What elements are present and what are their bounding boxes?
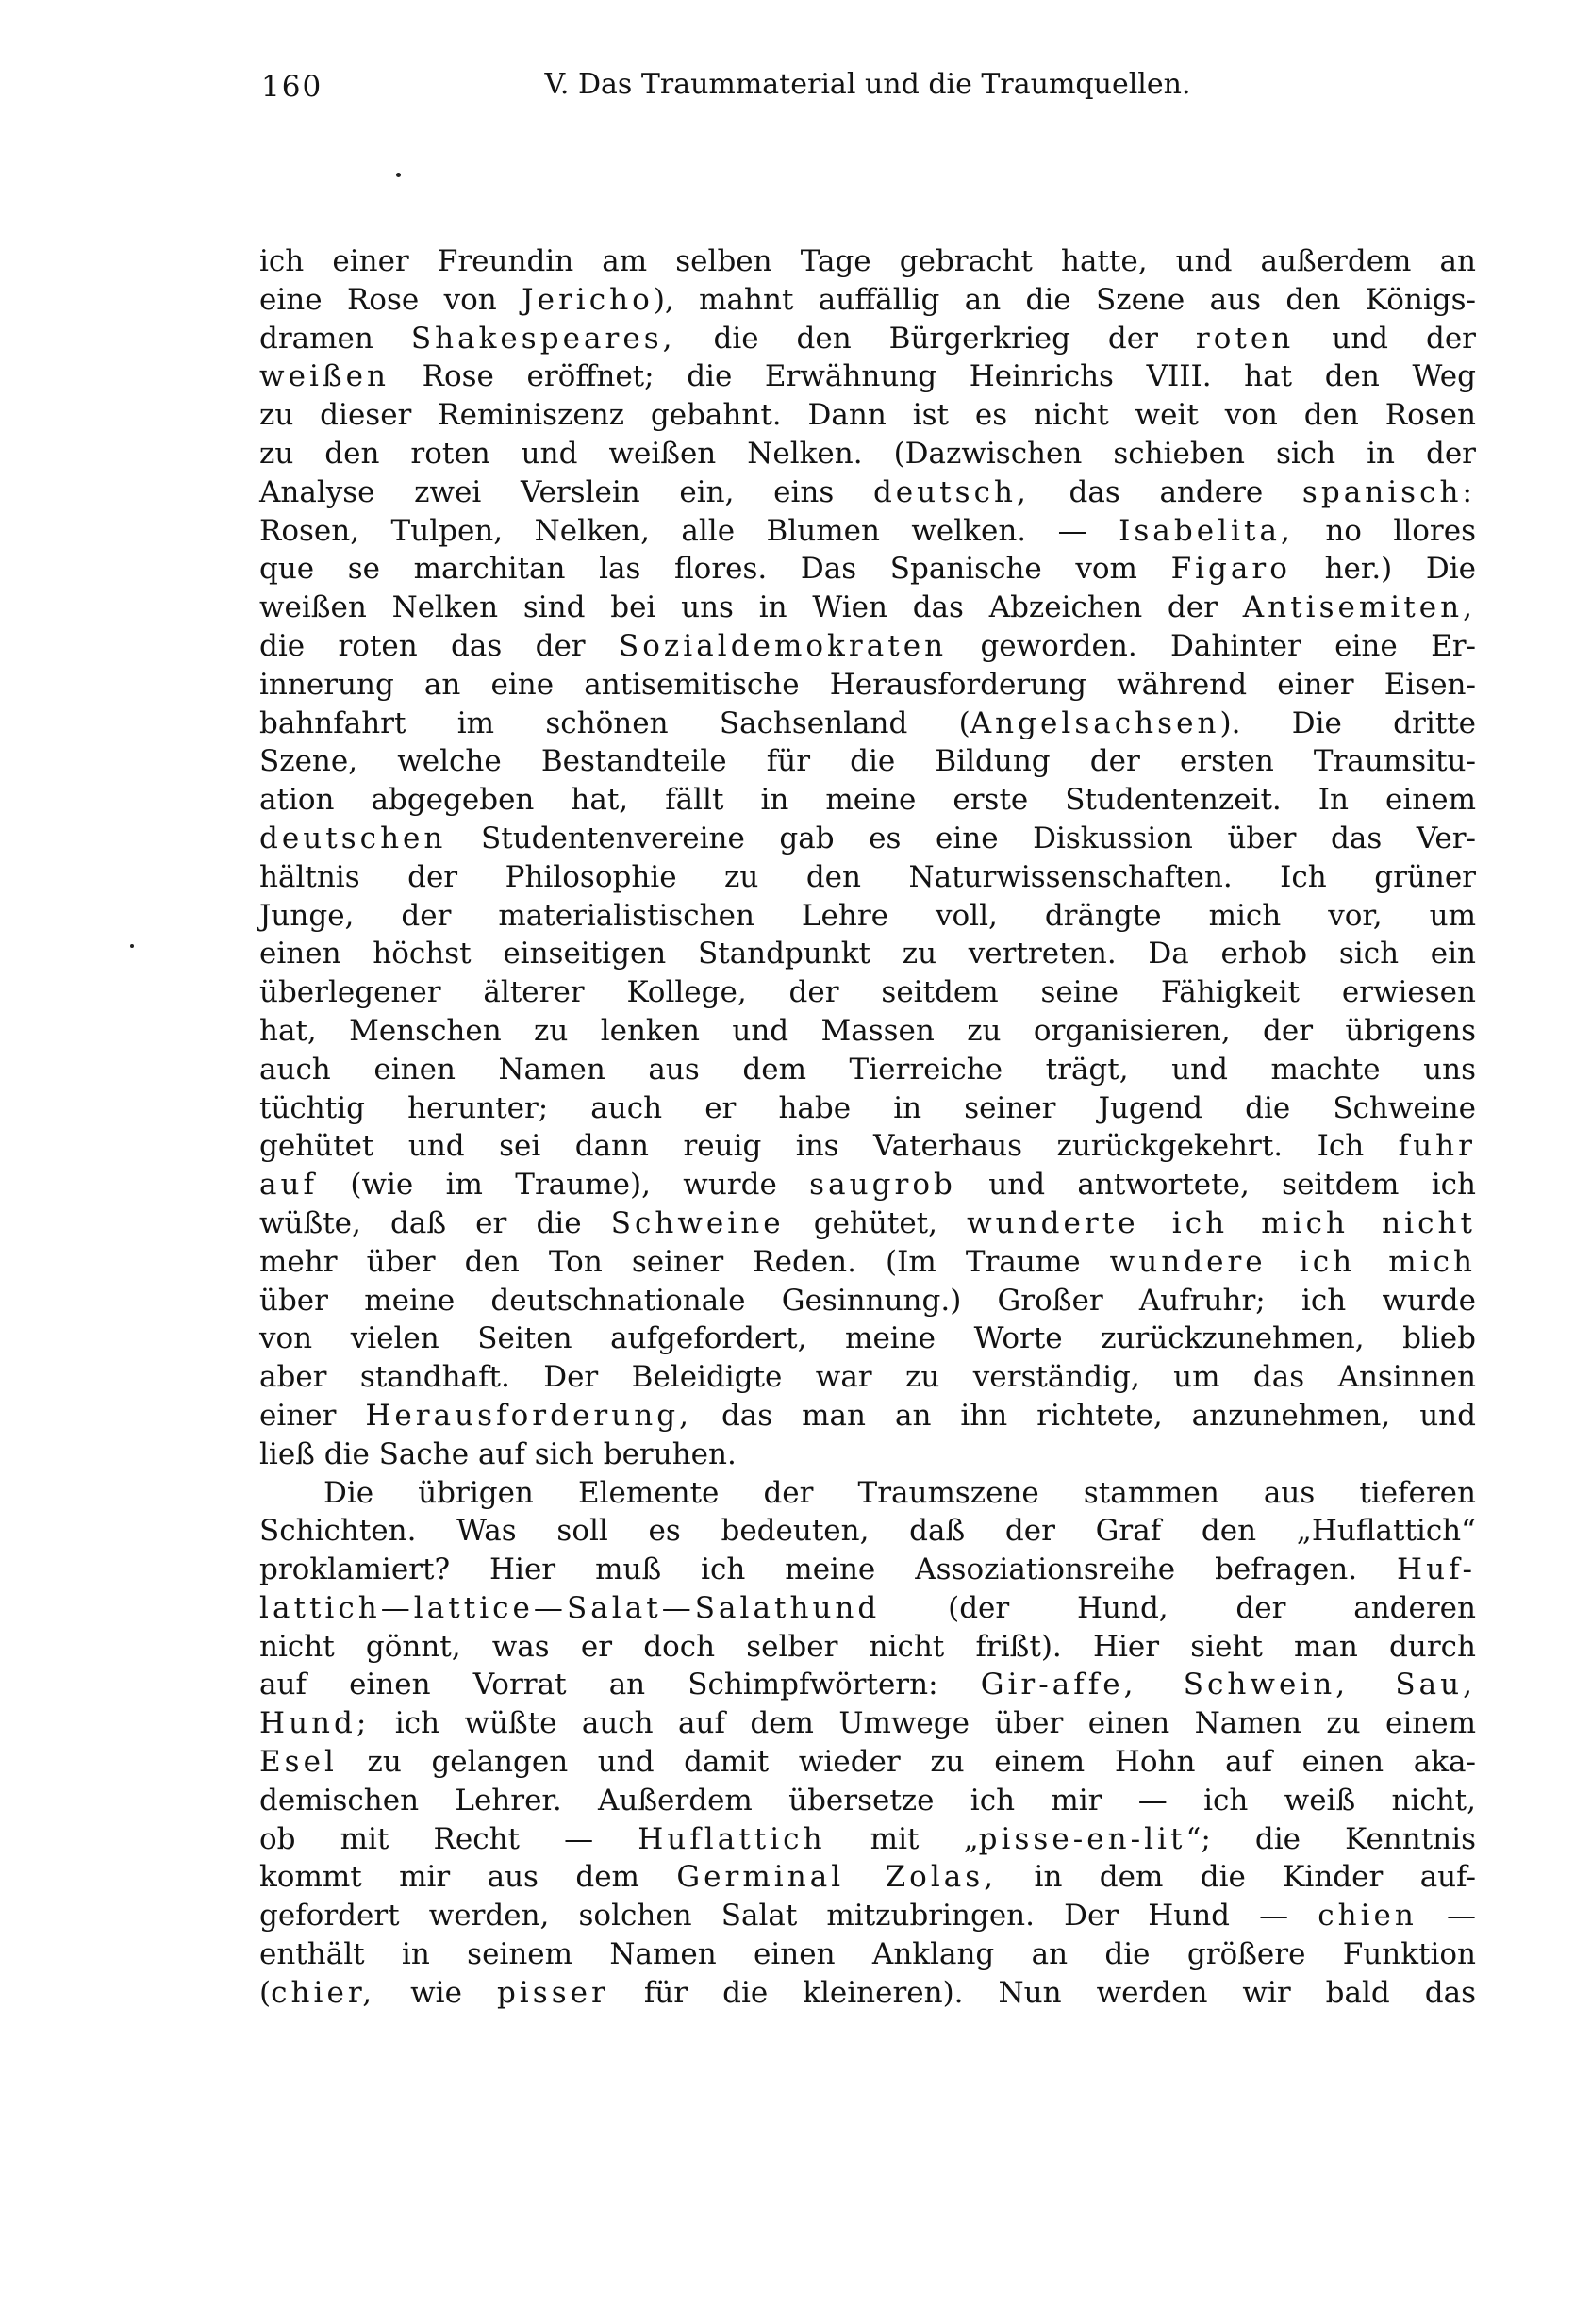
- emphasized-text: deutschen: [259, 821, 447, 855]
- text-line: [259, 1935, 1476, 1974]
- text-segment: (wie im Traume), wurde: [318, 1168, 810, 1203]
- text-line: [259, 589, 1476, 627]
- text-line: [259, 1666, 1476, 1704]
- text-line: [259, 242, 1476, 281]
- text-segment: für die kleineren). Nun werden wir bald das: [608, 1975, 1476, 2010]
- text-line: [259, 1282, 1476, 1320]
- emphasized-text: deutsch,: [872, 474, 1030, 509]
- text-line: [259, 357, 1476, 396]
- emphasized-text: pisser: [496, 1975, 609, 2010]
- emphasized-text: wundere ich mich: [1109, 1244, 1476, 1279]
- text-line: [259, 627, 1476, 666]
- text-segment: ). Die dritte: [1219, 706, 1477, 740]
- text-segment: einer: [259, 1398, 366, 1433]
- scan-speck: [396, 173, 401, 177]
- text-segment: gehütet und sei dann reuig ins Vaterhaus zurückgekehrt. Ich: [259, 1129, 1399, 1164]
- text-line: [259, 1474, 1476, 1513]
- text-line: [259, 1358, 1476, 1397]
- text-line: [259, 550, 1476, 589]
- text-segment: tüchtig herunter; auch er habe in seiner Jugend die Schweine: [259, 1090, 1476, 1125]
- text-line: [259, 705, 1476, 743]
- text-segment: demischen Lehrer. Außerdem übersetze ich mir — ich weiß nicht,: [259, 1783, 1476, 1818]
- text-line: [259, 1397, 1476, 1436]
- text-segment: Die übrigen Elemente der Traumszene stammen aus tieferen: [323, 1475, 1476, 1510]
- emphasized-text: auf: [259, 1168, 319, 1203]
- text-line: [259, 1012, 1476, 1051]
- text-line: [259, 781, 1476, 820]
- text-line: [259, 1051, 1476, 1089]
- text-segment: zu gelangen und damit wieder zu einem Hohn auf einen aka-: [337, 1745, 1476, 1780]
- emphasized-text: Esel: [259, 1745, 338, 1780]
- emphasized-text: weißen: [259, 359, 389, 394]
- text-segment: (: [259, 1975, 272, 2010]
- text-segment: dramen: [259, 321, 411, 356]
- text-segment: zu dieser Reminiszenz gebahnt. Dann ist es nicht weit von den Rosen: [259, 398, 1476, 433]
- text-line: [259, 666, 1476, 705]
- text-segment: Studentenvereine gab es eine Diskussion über das Ver-: [446, 821, 1476, 855]
- text-segment: gefordert werden, solchen Salat mitzubringen. Der Hund —: [259, 1899, 1318, 1934]
- text-segment: ation abgegeben hat, fällt in meine erste Studentenzeit. In einem: [259, 783, 1476, 818]
- text-segment: Analyse zwei Verslein ein, eins: [259, 474, 873, 509]
- text-line: [259, 1127, 1476, 1166]
- emphasized-text: Figaro: [1170, 552, 1291, 587]
- text-segment: hat, Menschen zu lenken und Massen zu organisieren, der übrigens: [259, 1013, 1476, 1048]
- text-line: [259, 435, 1476, 473]
- text-segment: gehütet,: [784, 1205, 968, 1240]
- text-line: [259, 1589, 1476, 1628]
- text-segment: innerung an eine antisemitische Herausforderung während einer Eisen-: [259, 667, 1476, 702]
- text-line: [259, 1089, 1476, 1128]
- text-segment: auch einen Namen aus dem Tierreiche trägt, und machte uns: [259, 1052, 1476, 1087]
- text-segment: und der: [1294, 321, 1476, 356]
- text-segment: kommt mir aus dem: [259, 1860, 677, 1895]
- text-segment: que se marchitan las flores. Das Spanische vom: [259, 552, 1171, 587]
- text-segment: eine Rose von: [259, 282, 522, 317]
- text-segment: die den Bürgerkrieg der: [675, 321, 1196, 356]
- scan-speck: [130, 944, 134, 948]
- text-segment: über meine deutschnationale Gesinnung.) Großer Aufruhr; ich wurde: [259, 1283, 1476, 1318]
- text-line: [259, 742, 1476, 781]
- text-segment: wüßte, daß er die: [259, 1205, 611, 1240]
- text-line: [259, 1974, 1476, 2013]
- text-segment: mit „: [825, 1821, 979, 1856]
- text-line: [259, 1782, 1476, 1820]
- text-segment: no llores: [1293, 513, 1476, 548]
- text-segment: das man an ihn richtete, anzunehmen, und: [692, 1398, 1476, 1433]
- text-segment: mehr über den Ton seiner Reden. (Im Traume: [259, 1244, 1110, 1279]
- text-segment: bahnfahrt im schönen Sachsenland (: [259, 706, 970, 740]
- text-line: [259, 396, 1476, 435]
- text-line: [259, 320, 1476, 358]
- text-segment: von vielen Seiten aufgefordert, meine Worte zurückzunehmen, blieb: [259, 1321, 1476, 1356]
- emphasized-text: Sozialdemokraten: [618, 628, 948, 663]
- text-line: [259, 897, 1476, 936]
- text-line: [259, 473, 1476, 512]
- text-segment: in dem die Kinder auf-: [997, 1860, 1476, 1895]
- text-segment: die roten das der: [259, 628, 619, 663]
- emphasized-text: chien: [1318, 1899, 1417, 1934]
- text-segment: Schichten. Was soll es bedeuten, daß der Graf den „Huflattich“: [259, 1514, 1476, 1549]
- text-segment: —: [1417, 1899, 1476, 1934]
- text-line: [259, 858, 1476, 897]
- emphasized-text: spanisch:: [1301, 474, 1476, 509]
- text-segment: und antwortete, seitdem ich: [955, 1168, 1476, 1203]
- emphasized-text: Shakespeares,: [410, 321, 676, 356]
- text-segment: Rose eröffnet; die Erwähnung Heinrichs VIII. hat den Weg: [389, 359, 1476, 394]
- text-segment: nicht gönnt, was er doch selber nicht frißt). Hier sieht man durch: [259, 1629, 1476, 1664]
- text-line: [259, 1551, 1476, 1589]
- text-line: [259, 1436, 1476, 1474]
- emphasized-text: Jericho: [522, 282, 654, 317]
- text-segment: Junge, der materialistischen Lehre voll, drängte mich vor, um: [259, 898, 1476, 933]
- text-line: [259, 1320, 1476, 1358]
- emphasized-text: roten: [1195, 321, 1295, 356]
- emphasized-text: Huf-: [1397, 1552, 1476, 1587]
- emphasized-text: lattich—lattice—Salat—Salathund: [259, 1590, 881, 1625]
- text-segment: Rosen, Tulpen, Nelken, alle Blumen welken. —: [259, 513, 1119, 548]
- text-line: [259, 973, 1476, 1012]
- page-header: [259, 68, 1476, 102]
- text-line: [259, 1704, 1476, 1743]
- text-line: [259, 1897, 1476, 1935]
- text-segment: hältnis der Philosophie zu den Naturwissenschaften. Ich grüner: [259, 859, 1476, 894]
- emphasized-text: wunderte ich mich nicht: [967, 1205, 1476, 1240]
- running-header-title: V. Das Traummaterial und die Traumquellen.: [544, 68, 1191, 101]
- text-segment: zu den roten und weißen Nelken. (Dazwischen schieben sich in der: [259, 436, 1476, 471]
- text-segment: her.) Die: [1290, 552, 1476, 587]
- text-segment: weißen Nelken sind bei uns in Wien das Abzeichen der: [259, 590, 1243, 625]
- text-line: [259, 281, 1476, 320]
- emphasized-text: Schweine: [610, 1205, 785, 1240]
- emphasized-text: fuhr: [1398, 1129, 1476, 1164]
- text-line: [259, 512, 1476, 551]
- text-line: [259, 1820, 1476, 1859]
- body-text: [259, 242, 1476, 2013]
- emphasized-text: pisse-en-lit: [978, 1821, 1186, 1856]
- emphasized-text: Huflattich: [638, 1821, 826, 1856]
- text-segment: ob mit Recht —: [259, 1821, 638, 1856]
- text-segment: enthält in seinem Namen einen Anklang an die größere Funktion: [259, 1937, 1476, 1972]
- emphasized-text: saugrob: [809, 1168, 956, 1203]
- text-segment: einen höchst einseitigen Standpunkt zu vertreten. Da erhob sich ein: [259, 937, 1476, 971]
- text-segment: ich wüßte auch auf dem Umwege über einen Namen zu einem: [370, 1706, 1476, 1741]
- text-segment: ich einer Freundin am selben Tage gebracht hatte, und außerdem an: [259, 244, 1476, 278]
- emphasized-text: Herausforderung,: [365, 1398, 692, 1433]
- text-segment: wie: [375, 1975, 497, 2010]
- text-line: [259, 1512, 1476, 1551]
- emphasized-text: Gir-affe, Schwein, Sau,: [980, 1668, 1476, 1702]
- emphasized-text: chier,: [271, 1975, 376, 2010]
- text-line: [259, 1743, 1476, 1782]
- emphasized-text: Germinal Zolas,: [676, 1860, 998, 1895]
- text-line: [259, 1858, 1476, 1897]
- text-segment: Szene, welche Bestandteile für die Bildung der ersten Traumsitu-: [259, 744, 1476, 779]
- emphasized-text: Hund;: [259, 1706, 371, 1741]
- text-line: [259, 1166, 1476, 1204]
- text-segment: (der Hund, der anderen: [880, 1590, 1476, 1625]
- text-segment: das andere: [1029, 474, 1302, 509]
- text-segment: aber standhaft. Der Beleidigte war zu verständig, um das Ansinnen: [259, 1360, 1476, 1395]
- emphasized-text: Angelsachsen: [970, 706, 1220, 740]
- text-segment: “; die Kenntnis: [1185, 1821, 1476, 1856]
- emphasized-text: Isabelita,: [1119, 513, 1294, 548]
- text-line: [259, 1243, 1476, 1282]
- page-number: 160: [261, 70, 323, 104]
- emphasized-text: Antisemiten,: [1242, 590, 1476, 625]
- text-segment: geworden. Dahinter eine Er-: [947, 628, 1476, 663]
- text-line: [259, 935, 1476, 973]
- text-segment: ), mahnt auffällig an die Szene aus den Königs-: [653, 282, 1476, 317]
- text-line: [259, 820, 1476, 858]
- text-segment: proklamiert? Hier muß ich meine Assoziationsreihe befragen.: [259, 1552, 1398, 1587]
- text-segment: auf einen Vorrat an Schimpfwörtern:: [259, 1668, 981, 1702]
- text-line: [259, 1204, 1476, 1243]
- text-segment: überlegener älterer Kollege, der seitdem seine Fähigkeit erwiesen: [259, 975, 1476, 1010]
- text-segment: ließ die Sache auf sich beruhen.: [259, 1436, 737, 1471]
- text-line: [259, 1628, 1476, 1667]
